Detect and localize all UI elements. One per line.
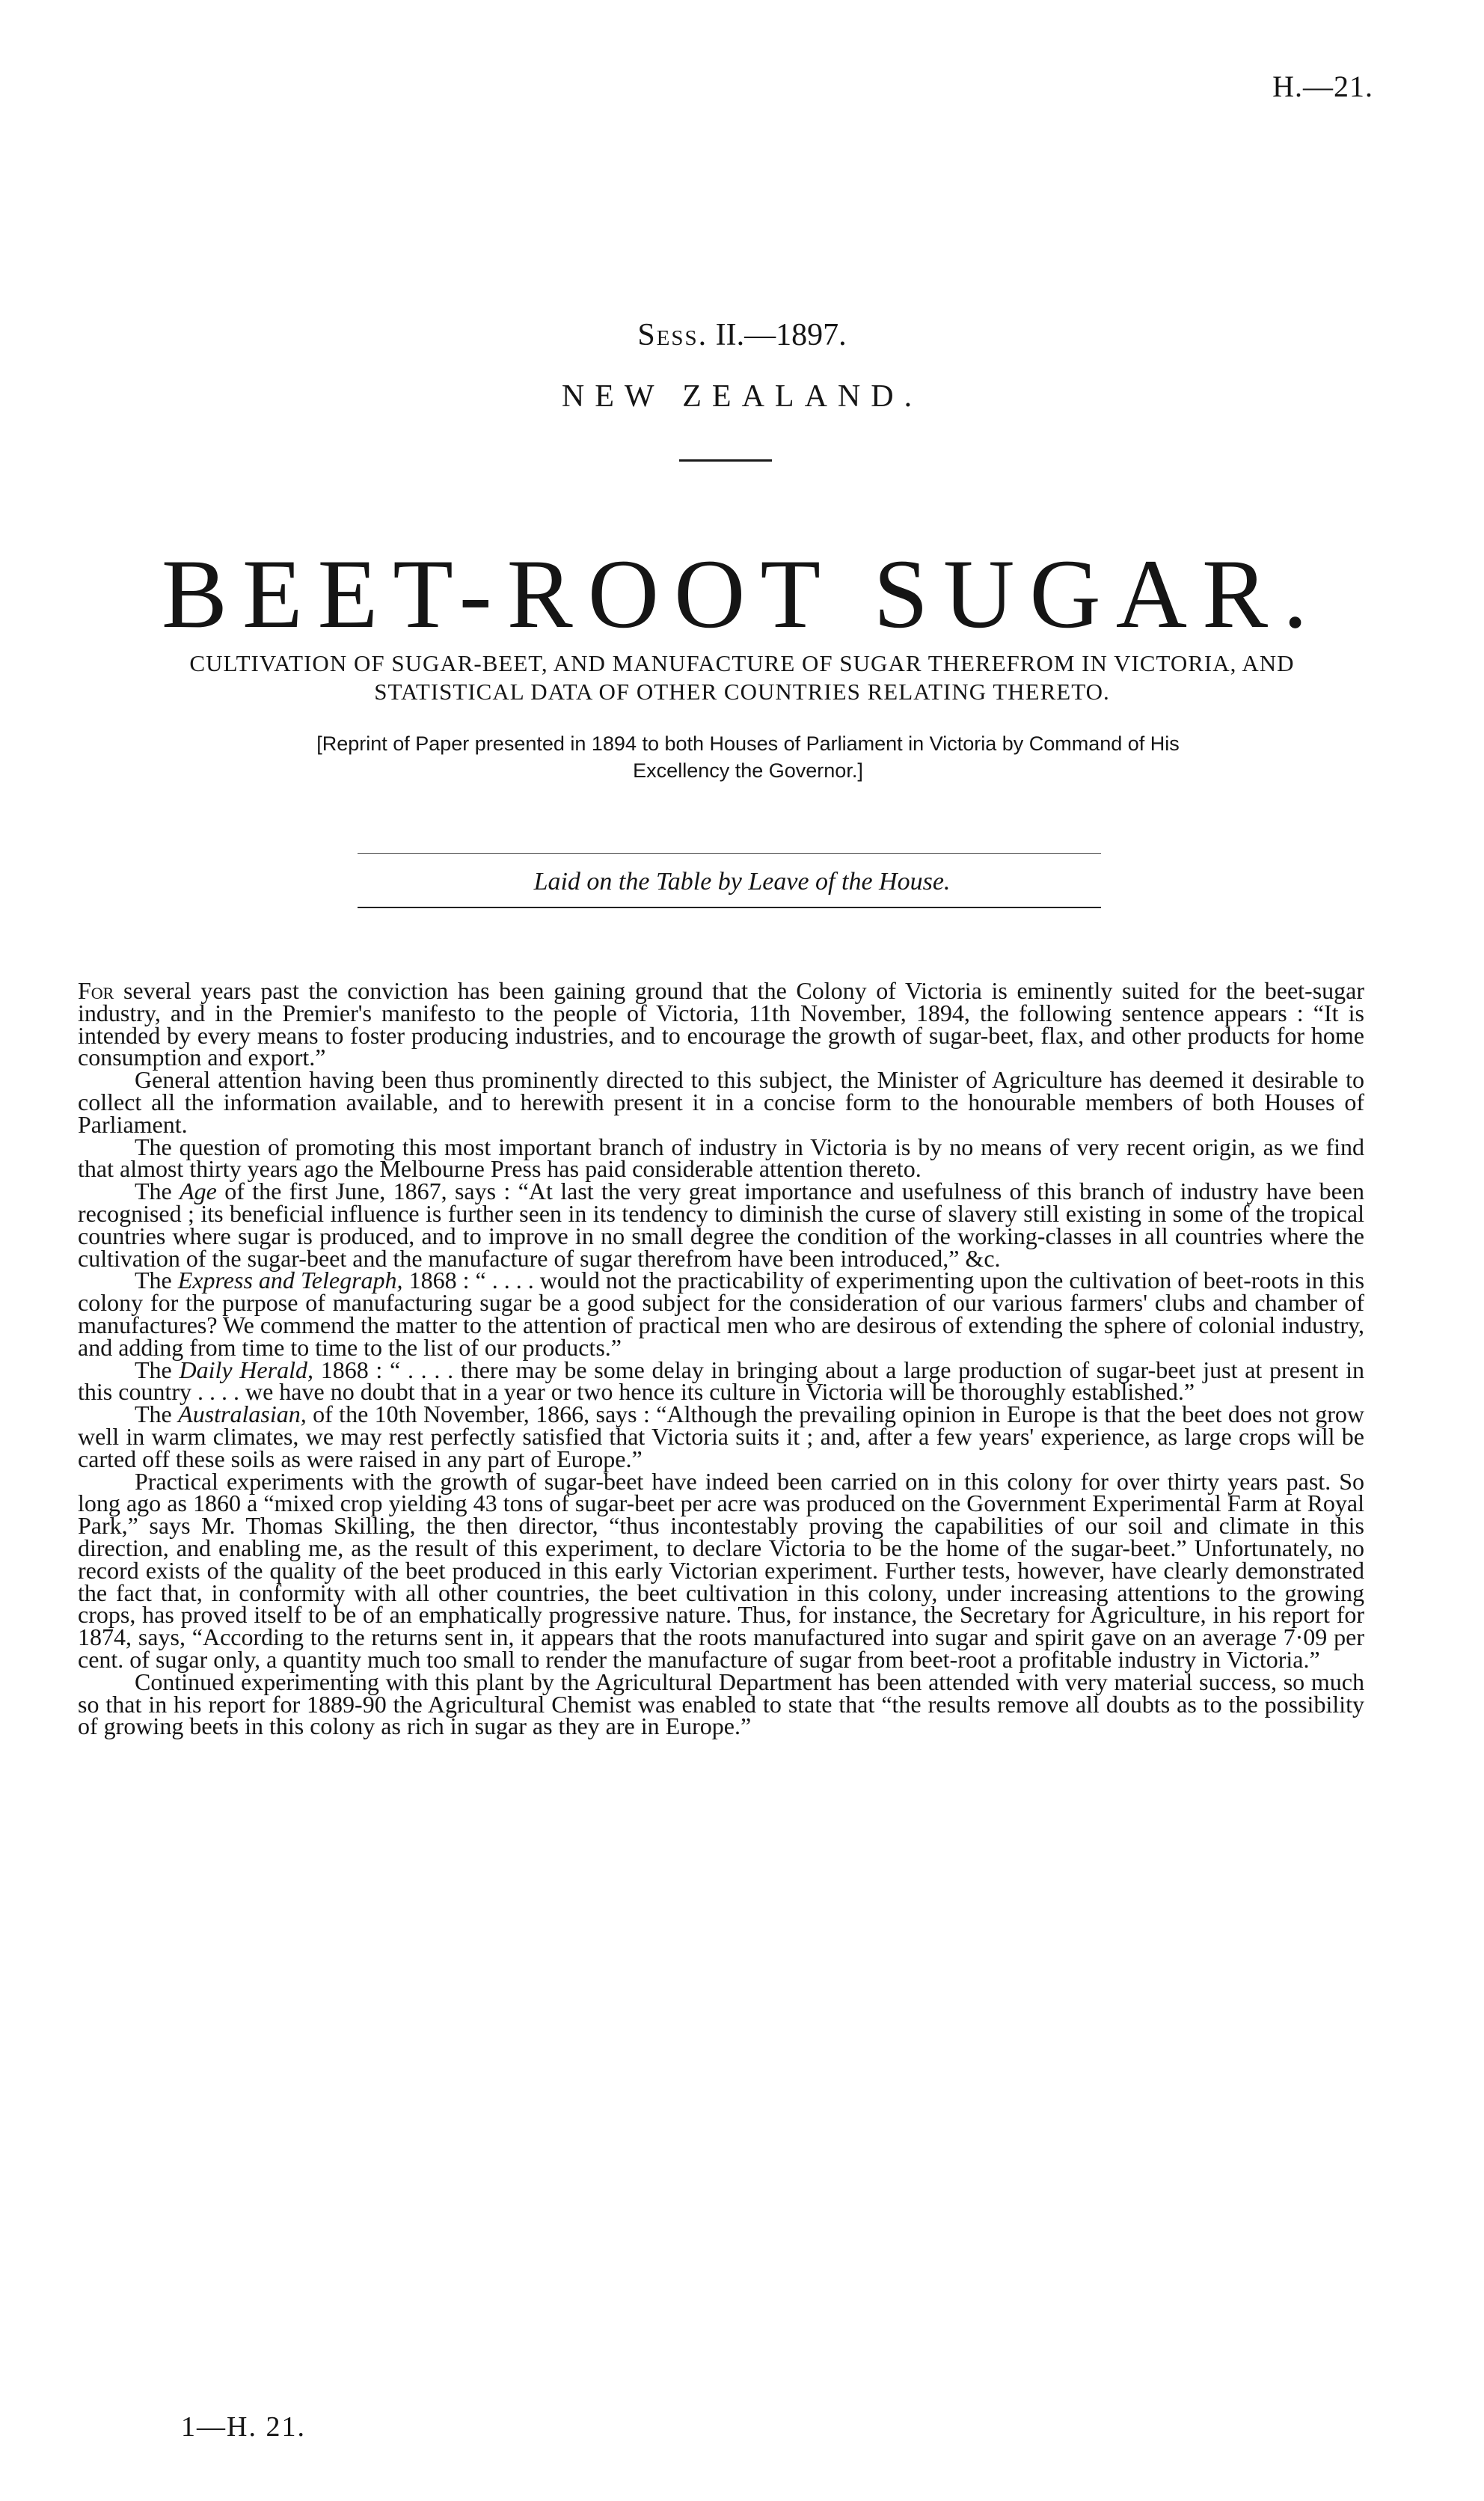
reprint-line: [Reprint of Paper presented in 1894 to both Houses of Parliament in Victoria by Command of His xyxy=(316,732,1180,755)
document-subtitle xyxy=(45,649,1439,706)
paragraph-text: The xyxy=(135,1401,179,1428)
paragraph-text: The xyxy=(135,1178,180,1205)
divider-rule xyxy=(358,853,1101,854)
paragraph-text: The xyxy=(135,1267,178,1294)
publication-name: Express and Telegraph, xyxy=(177,1267,403,1294)
paragraph-text: 1868 : “ . . . . would not the practicability of experimenting upon the cultivation of beet-roots in this colony for the purpose of manufacturing sugar be a good subject for the consideration of our various farmers' clubs and chamber of manufactures? We commend the matter to the attention of practical men who are desirous of extending the sphere of colonial industry, and adding from time to time to the list of our products.” xyxy=(78,1267,1365,1361)
heading-divider xyxy=(679,459,772,462)
paragraph-text: several years past the conviction has been gaining ground that the Colony of Victoria is eminently suited for the beet-sugar industry, and in the Premier's manifesto to the people of Victoria, 11th November, 1894, the following sentence appears : “It is intended by every means to foster producing industries, and to encourage the growth of sugar-beet, flax, and other products for home consumption and export.” xyxy=(78,977,1364,1071)
paper-reference: H.—21. xyxy=(1272,70,1373,103)
document-title: BEET-ROOT SUGAR. xyxy=(161,539,1323,649)
publication-name: Daily Herald, xyxy=(179,1356,313,1383)
reprint-note xyxy=(112,730,1384,784)
paragraph: Practical experiments with the growth of sugar-beet have indeed been carried on in this colony for over thirty years past. So long ago as 1860 a “mixed crop yielding 43 tons of sugar-beet per acre was produced on the Government Experimental Farm at Royal Park,” says Mr. Thomas Skilling, the then director, “thus incontestably proving the capabilities of our soil and climate in this direction, and enabling me, as the result of this experiment, to declare Victoria to be the home of the sugar-beet.” Unfortunately, no record exists of the quality of the beet produced in this early Victorian experiment. Further tests, however, have clearly demonstrated the fact that, in conformity with all other countries, the beet cultivation in this colony, under increasing attentions to the growing crops, has proved itself to be of an emphatically progressive nature. Thus, for instance, the Secretary for Agriculture, in his report for 1874, says, “According to the returns sent in, it appears that the roots manufactured into sugar and spirit gave on an average 7·09 per cent. of sugar only, a quantity much too small to render the manufacture of sugar from beet-root a profitable industry in Victoria.” xyxy=(78,1467,1364,1673)
paragraph-text: of the 10th November, 1866, says : “Although the prevailing opinion in Europe is that the beet does not grow well in warm climates, we may rest perfectly satisfied that Victoria suits it ; and, after a few years' experience, as large crops will be carted off these soils as were raised in any part of Europe.” xyxy=(78,1401,1365,1472)
paragraph xyxy=(78,1356,1365,1406)
paragraph xyxy=(78,1178,1365,1272)
paragraph xyxy=(78,977,1364,1071)
publication-name: Australasian, xyxy=(178,1401,307,1428)
paragraph xyxy=(78,1403,1364,1470)
publication-name: Age xyxy=(180,1178,217,1205)
subtitle-line: CULTIVATION OF SUGAR-BEET, AND MANUFACTURE OF SUGAR THEREFROM IN VICTORIA, AND xyxy=(189,650,1295,676)
session-line xyxy=(0,317,1484,353)
country-heading: NEW ZEALAND. xyxy=(561,379,923,414)
paragraph: General attention having been thus prominently directed to this subject, the Minister of Agriculture has deemed it desirable to collect all the information available, and to herewith present it in a concise form to the honourable members of both Houses of Parliament. xyxy=(78,1066,1364,1138)
paragraph-text: The xyxy=(135,1356,180,1383)
paragraph xyxy=(78,1267,1365,1361)
lead-word: For xyxy=(78,977,114,1004)
session-value: II.—1897. xyxy=(715,318,847,352)
session-label: Sess. xyxy=(637,318,708,352)
page-signature: 1—H. 21. xyxy=(181,2411,306,2443)
reprint-line: Excellency the Governor.] xyxy=(633,759,863,782)
paragraph-text: of the first June, 1867, says : “At last the very great importance and usefulness of this branch of industry have been recognised ; its beneficial influence is further seen in its tendency to diminish the curse of slavery still existing in some of the tropical countries where sugar is produced, and to improve in no small degree the condition of the working-classes in all countries where the cultivation of the sugar-beet and the manufacture of sugar therefrom have been introduced,” &c. xyxy=(78,1178,1365,1272)
subtitle-line: STATISTICAL DATA OF OTHER COUNTRIES RELATING THERETO. xyxy=(374,679,1110,705)
laid-on-table-note: Laid on the Table by Leave of the House. xyxy=(533,868,951,896)
divider-rule xyxy=(358,907,1101,908)
paragraph: The question of promoting this most important branch of industry in Victoria is by no means of very recent origin, as we find that almost thirty years ago the Melbourne Press has paid considerable attention thereto. xyxy=(78,1133,1364,1183)
body-text xyxy=(78,977,1365,1740)
paragraph-text: 1868 : “ . . . . there may be some delay in bringing about a large production of sugar-beet just at present in this country . . . . we have no doubt that in a year or two hence its culture in Victoria will be thoroughly established.” xyxy=(78,1356,1365,1406)
paragraph: Continued experimenting with this plant by the Agricultural Department has been attended with very material success, so much so that in his report for 1889-90 the Agricultural Chemist was enabled to state that “the results remove all doubts as to the possibility of growing beets in this colony as rich in sugar as they are in Europe.” xyxy=(78,1668,1364,1740)
